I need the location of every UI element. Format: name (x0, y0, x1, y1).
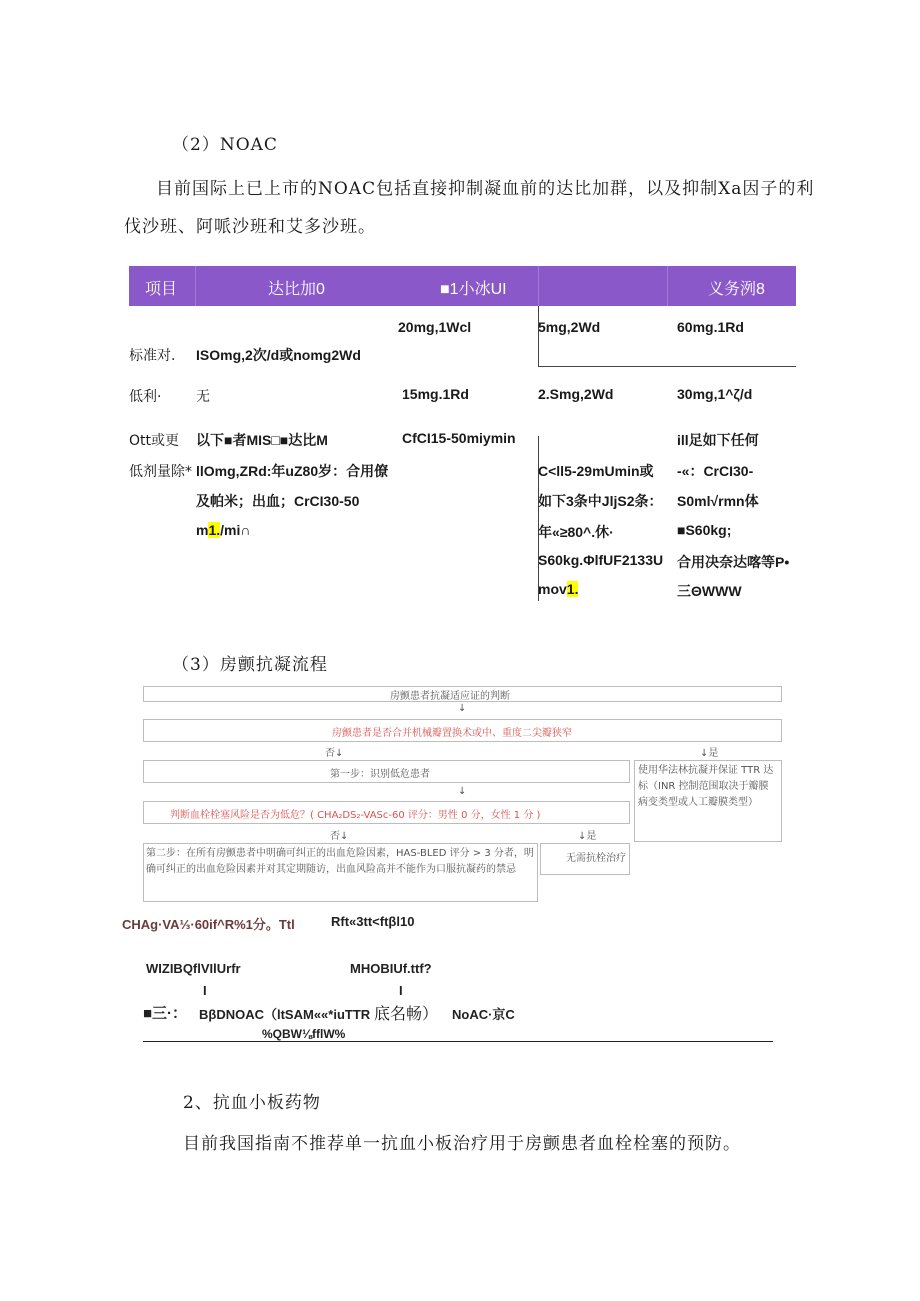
table-header-dabigatran: 达比加0 (268, 281, 325, 298)
flow-garbled-line2: WIZIBQflVIlUrfr (146, 961, 241, 976)
row3-apixaban-line1: C<ll5-29mUmin或 (538, 463, 654, 479)
flow-box-step2-text: 第二步：在所有房颤患者中明确可纠正的出血危险因素，HAS-BLED 评分 > 3 分者，明确可纠正的出血危险因素并对其定期随访，出血风险高并不能作为口服抗凝药的禁忌 (146, 848, 534, 875)
flow-box-no-therapy-text: 无需抗栓治疗 (566, 853, 626, 864)
row3-rivaroxaban: CfCI15-50miymin (402, 430, 516, 446)
flow-garbled-line3a: ■三·： (143, 1005, 188, 1022)
row1-dabigatran: ISOmg,2次/d或nomg2Wd (196, 347, 361, 363)
row3-edoxaban-line2: -«：CrCI30- (677, 463, 754, 479)
flow-label-no-1: 否↓ (325, 748, 344, 759)
row3-edoxaban-line1: ill足如下任何 (677, 432, 759, 448)
antiplatelet-paragraph: 目前我国指南不推荐单一抗血小板治疗用于房颤患者血栓栓塞的预防。 (183, 1134, 741, 1154)
flow-garbled-line4: %QBW⅛fflW% (262, 1027, 346, 1041)
row3-dabigatran-line4-a: m (196, 522, 209, 538)
table-header-item: 项目 (145, 281, 178, 298)
flow-label-yes-2: ↓是 (578, 831, 597, 842)
row3-apixaban-line5-a: mov (538, 581, 567, 597)
row2-edoxaban: 30mg,1^ζ/d (677, 386, 753, 402)
row3-dabigatran-line4 (196, 522, 250, 538)
table-header-edoxaban: 义务洌8 (708, 281, 765, 298)
flow-box-risk-text: 判断血栓栓塞风险是否为低危？( CHA₂DS₂-VASc-60 评分：男性 0 分，女性 1 分 ) (170, 810, 541, 821)
row3-label-line2: 低剂量除* (129, 464, 192, 480)
row1-rivaroxaban: 20mg,1Wcl (398, 319, 472, 335)
row3-edoxaban-line4: ■S60kg; (677, 522, 732, 538)
row3-dabigatran-line2: llOmg,ZRd:年uZ80岁：合用僚 (196, 463, 389, 479)
section-heading-noac: （2）NOAC (172, 135, 278, 155)
flow-arrow-1: ↓ (458, 703, 467, 714)
row3-apixaban-line3: 年«≥80^.休· (538, 524, 614, 540)
row3-dabigatran-highlight: 1. (208, 522, 221, 538)
row1-label: 标准对. (129, 348, 176, 364)
row3-apixaban-line4: S60kg.ΦlfUF2133U (538, 552, 664, 568)
row3-apixaban-highlight: 1. (566, 581, 579, 597)
flow-box-warfarin-text: 使用华法林抗凝并保证 TTR 达标（INR 控制范围取决于瓣膜病变类型或人工瓣膜类型） (638, 765, 774, 808)
flow-arrow-2: ↓ (458, 786, 467, 797)
row3-edoxaban-line6: 三ΘWWW (677, 583, 742, 599)
row3-apixaban-line2: 如下3条中JljS2条： (538, 493, 663, 509)
flow-tick-1: I (203, 983, 207, 998)
row2-apixaban: 2.Smg,2Wd (538, 386, 614, 402)
table-header-rivaroxaban: ■1小冰UI (440, 281, 507, 298)
row3-edoxaban-line3: S0ml√rmn体 (677, 493, 759, 509)
flow-garbled-line1: CHAg·VA⅓·60if^R%1分。Ttl (122, 917, 295, 932)
section-heading-flow: （3）房颤抗凝流程 (172, 655, 328, 675)
flow-tick-2: I (399, 983, 403, 998)
flow-garbled-line3d: NoAC·京C (452, 1007, 515, 1022)
row3-dabigatran-line4-b: /mi∩ (220, 522, 251, 538)
noac-paragraph-line2: 伐沙班、阿哌沙班和艾多沙班。 (124, 217, 376, 237)
row2-rivaroxaban: 15mg.1Rd (402, 386, 469, 402)
row3-label-line1: Ott或更 (129, 433, 179, 449)
row3-apixaban-line5 (538, 581, 578, 597)
row2-dabigatran: 无 (196, 389, 210, 405)
flow-garbled-line2b: MHOBIUf.ttf? (350, 961, 432, 976)
row1-edoxaban: 60mg.1Rd (677, 319, 744, 335)
flow-garbled-line3c: 底名畅） (374, 1004, 439, 1023)
row3-dabigatran-line1: 以下■者MIS□■达比M (196, 432, 328, 448)
row1-apixaban: 5mg,2Wd (538, 319, 601, 335)
flow-garbled-line1b: Rft«3tt<ftβl10 (331, 914, 415, 929)
row3-edoxaban-line5: 合用决奈达喀等P• (677, 554, 790, 570)
flow-label-yes-1: ↓是 (700, 748, 719, 759)
flow-box-valve-text: 房颤患者是否合并机械瓣置换术或中、重度二尖瓣狭窄 (332, 728, 572, 739)
row2-label: 低利· (129, 389, 162, 405)
flow-garbled-line3b: BβDNOAC（ltSAM««*iuTTR (199, 1007, 371, 1022)
flow-box-indication-text: 房颤患者抗凝适应证的判断 (390, 691, 510, 702)
section-heading-antiplatelet: 2、抗血小板药物 (183, 1093, 321, 1113)
noac-paragraph-line1: 目前国际上已上市的NOAC包括直接抑制凝血前的达比加群，以及抑制Xa因子的利 (156, 179, 815, 199)
flow-box-step1-text: 第一步：识别低危患者 (330, 769, 430, 780)
flow-label-no-2: 否↓ (330, 831, 349, 842)
flow-bottom-rule (143, 1041, 773, 1042)
row3-dabigatran-line3: 及帕米；出血；CrCI30-50 (196, 493, 360, 509)
